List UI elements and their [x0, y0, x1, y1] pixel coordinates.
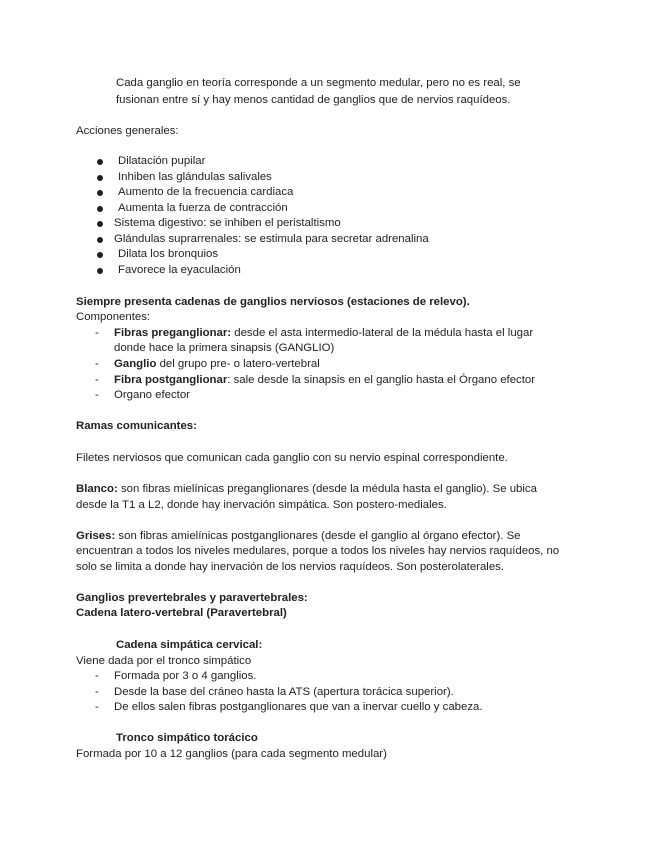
- bullet-icon: [97, 206, 103, 212]
- list-item: Aumento de la frecuencia cardiaca: [118, 186, 294, 198]
- list-item: Fibra postganglionar: sale desde la sinapsis en el ganglio hasta el Órgano efector: [114, 374, 536, 386]
- dash-icon: -: [95, 327, 99, 339]
- dash-icon: -: [95, 686, 99, 698]
- toracico-text: Formada por 10 a 12 ganglios (para cada segmento medular): [76, 748, 387, 760]
- ganglios-heading: Ganglios prevertebrales y paravertebrales:: [76, 592, 308, 604]
- list-item: Fibras preganglionar: desde el asta intermedio-lateral de la médula hasta el lugar: [114, 327, 534, 339]
- bullet-icon: [97, 268, 103, 274]
- list-item: Desde la base del cráneo hasta la ATS (apertura torácica superior).: [114, 686, 454, 698]
- list-item: Dilata los bronquios: [118, 248, 219, 260]
- dash-icon: -: [95, 701, 99, 713]
- dash-icon: -: [95, 389, 99, 401]
- list-item-continuation: donde hace la primera sinapsis (GANGLIO): [114, 342, 335, 354]
- intro-line-1: Cada ganglio en teoría corresponde a un segmento medular, pero no es real, se: [116, 77, 521, 89]
- grises-line-3: solo se limita a donde hay inervación de los nervios raquídeos. Son posterolaterales.: [76, 561, 505, 573]
- intro-line-2: fusionan entre sí y hay menos cantidad de ganglios que de nervios raquídeos.: [116, 94, 511, 106]
- acciones-heading: Acciones generales:: [76, 125, 179, 137]
- list-item: Formada por 3 o 4 ganglios.: [114, 670, 257, 682]
- filetes-paragraph: Filetes nerviosos que comunican cada ganglio con su nervio espinal correspondiente.: [76, 452, 508, 464]
- list-item: Inhiben las glándulas salivales: [118, 171, 272, 183]
- grises-line-1: Grises: son fibras amielínicas postganglionares (desde el ganglio al órgano efector). Se: [76, 530, 521, 542]
- blanco-line-2: desde la T1 a L2, donde hay inervación simpática. Son postero-mediales.: [76, 499, 447, 511]
- componentes-label: Componentes:: [76, 311, 151, 323]
- cadena-latero-heading: Cadena latero-vertebral (Paravertebral): [76, 607, 287, 619]
- list-item: Organo efector: [114, 389, 190, 401]
- dash-icon: -: [95, 358, 99, 370]
- list-item: Sistema digestivo: se inhiben el peristaltismo: [114, 217, 341, 229]
- bullet-icon: [97, 190, 103, 196]
- ramas-heading: Ramas comunicantes:: [76, 420, 197, 432]
- list-item: De ellos salen fibras postganglionares que van a inervar cuello y cabeza.: [114, 701, 483, 713]
- cervical-intro: Viene dada por el tronco simpático: [76, 655, 252, 667]
- cervical-title: Cadena simpática cervical:: [116, 639, 263, 651]
- bullet-icon: [97, 175, 103, 181]
- bullet-icon: [97, 237, 103, 243]
- dash-icon: -: [95, 670, 99, 682]
- blanco-line-1: Blanco: son fibras mielínicas preganglionares (desde la médula hasta el ganglio). Se ubica: [76, 483, 537, 495]
- bullet-icon: [97, 221, 103, 227]
- cadenas-heading: Siempre presenta cadenas de ganglios nerviosos (estaciones de relevo).: [76, 296, 470, 308]
- bullet-icon: [97, 159, 103, 165]
- list-item: Favorece la eyaculación: [118, 264, 241, 276]
- list-item: Dilatación pupilar: [118, 155, 206, 167]
- list-item: Glándulas suprarrenales: se estimula para secretar adrenalina: [114, 233, 429, 245]
- bullet-icon: [97, 252, 103, 258]
- list-item: Aumenta la fuerza de contracción: [118, 202, 288, 214]
- list-item: Ganglio del grupo pre- o latero-vertebral: [114, 358, 320, 370]
- dash-icon: -: [95, 374, 99, 386]
- toracico-title: Tronco simpático torácico: [116, 732, 258, 744]
- grises-line-2: encuentran a todos los niveles medulares, porque a todos los niveles hay nervios raquídeos, no: [76, 545, 560, 557]
